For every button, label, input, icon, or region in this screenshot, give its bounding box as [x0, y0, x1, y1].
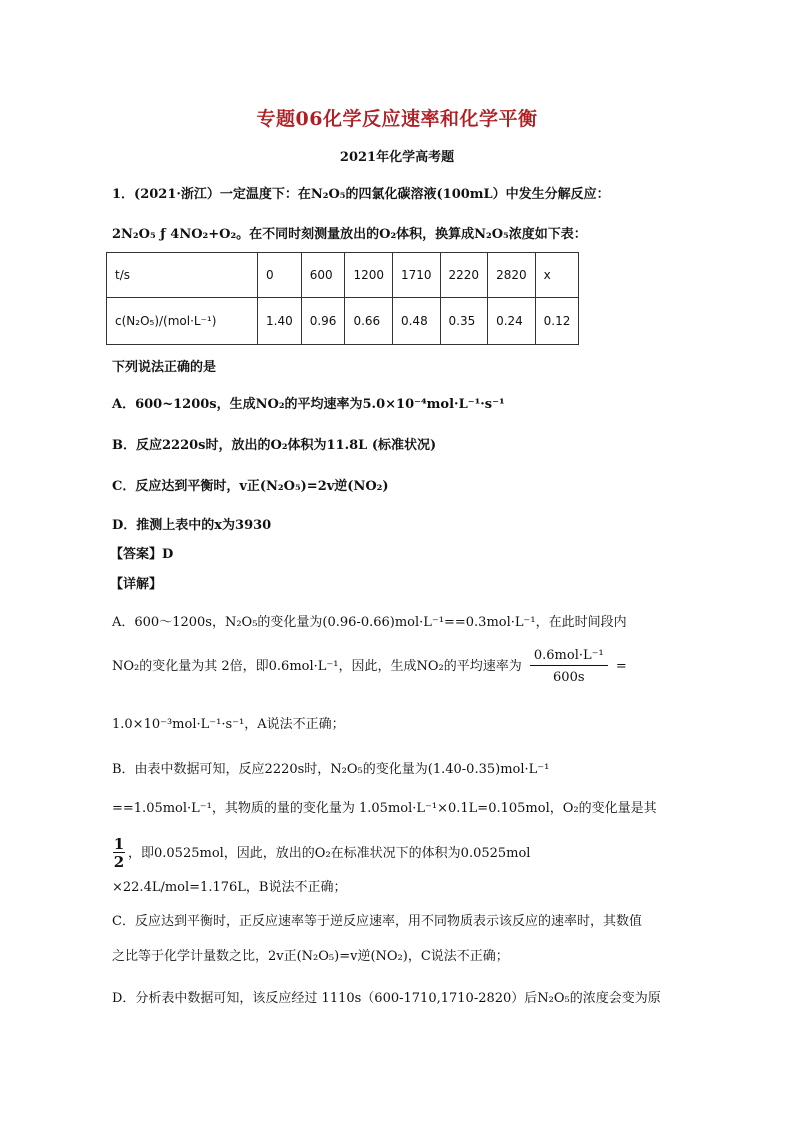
detail-b-line-4: ×22.4L/mol=1.176L，B说法不正确； [112, 880, 347, 895]
option-b: B．反应2220s时，放出的O₂体积为11.8L (标准状况) [112, 438, 437, 453]
equals-sign: = [615, 659, 627, 674]
table-header-time: t/s [107, 253, 258, 298]
table-row [107, 298, 579, 345]
table-cell: 1.40 [258, 298, 302, 345]
detail-a-line-1: A．600～1200s，N₂O₅的变化量为(0.96-0.66)mol·L⁻¹==0.3mol·L⁻¹，在此时间段内 [112, 615, 627, 630]
question-line-1: 1．(2021·浙江）一定温度下：在N₂O₅的四氯化碳溶液(100mL）中发生分解反应： [112, 187, 610, 202]
half-denominator: 2 [113, 853, 125, 871]
detail-heading: 【详解】 [110, 577, 163, 592]
detail-b-line-1: B．由表中数据可知，反应2220s时，N₂O₅的变化量为(1.40-0.35)mol·L⁻¹ [112, 762, 550, 777]
detail-a-line-2-text: NO₂的变化量为其 2倍，即0.6mol·L⁻¹，因此，生成NO₂的平均速率为 [112, 659, 522, 674]
detail-c-line-1: C．反应达到平衡时，正反应速率等于逆反应速率，用不同物质表示该反应的速率时，其数值 [112, 914, 642, 929]
rate-fraction [530, 648, 608, 685]
table-cell: 0.66 [345, 298, 393, 345]
detail-c-line-2: 之比等于化学计量数之比，2v正(N₂O₅)=v逆(NO₂)，C说法不正确； [112, 949, 509, 964]
table-cell: 0.96 [301, 298, 345, 345]
table-cell: 2220 [440, 253, 488, 298]
answer: 【答案】D [110, 547, 174, 562]
page-title: 专题06化学反应速率和化学平衡 [256, 108, 538, 130]
table-row [107, 253, 579, 298]
detail-d-line-1: D．分析表中数据可知，该反应经过 1110s（600-1710,1710-2820）后N₂O₅的浓度会变为原 [112, 991, 661, 1006]
table-cell: 600 [301, 253, 345, 298]
table-cell: 1200 [345, 253, 393, 298]
table-cell: 0 [258, 253, 302, 298]
table-cell: 1710 [392, 253, 440, 298]
table-cell: x [535, 253, 579, 298]
question-prompt: 下列说法正确的是 [112, 360, 217, 375]
page-subtitle: 2021年化学高考题 [339, 150, 455, 165]
detail-a-line-2 [112, 648, 627, 685]
fraction-numerator: 0.6mol·L⁻¹ [530, 648, 608, 666]
detail-b-line-3: ，即0.0525mol，因此，放出的O₂在标准状况下的体积为0.0525mol [128, 846, 531, 861]
table-cell: 2820 [488, 253, 536, 298]
half-numerator: 1 [113, 835, 125, 853]
table-cell: 0.48 [392, 298, 440, 345]
table-header-concentration: c(N₂O₅)/(mol·L⁻¹) [107, 298, 258, 345]
option-c: C．反应达到平衡时，v正(N₂O₅)=2v逆(NO₂) [112, 479, 389, 494]
table-cell: 0.12 [535, 298, 579, 345]
detail-b-line-2: ==1.05mol·L⁻¹，其物质的量的变化量为 1.05mol·L⁻¹×0.1L=0.105mol，O₂的变化量是其 [112, 801, 657, 816]
table-cell: 0.24 [488, 298, 536, 345]
option-d: D．推测上表中的x为3930 [112, 518, 272, 533]
detail-a-line-3: 1.0×10⁻³mol·L⁻¹·s⁻¹，A说法不正确； [112, 717, 345, 732]
half-fraction [113, 836, 125, 871]
fraction-denominator: 600s [553, 670, 585, 685]
concentration-table [106, 252, 579, 345]
option-a: A．600~1200s，生成NO₂的平均速率为5.0×10⁻⁴mol·L⁻¹·s⁻¹ [112, 397, 505, 412]
table-cell: 0.35 [440, 298, 488, 345]
question-line-2: 2N₂O₅ ƒ 4NO₂+O₂。在不同时刻测量放出的O₂体积，换算成N₂O₅浓度如下表： [112, 227, 587, 242]
